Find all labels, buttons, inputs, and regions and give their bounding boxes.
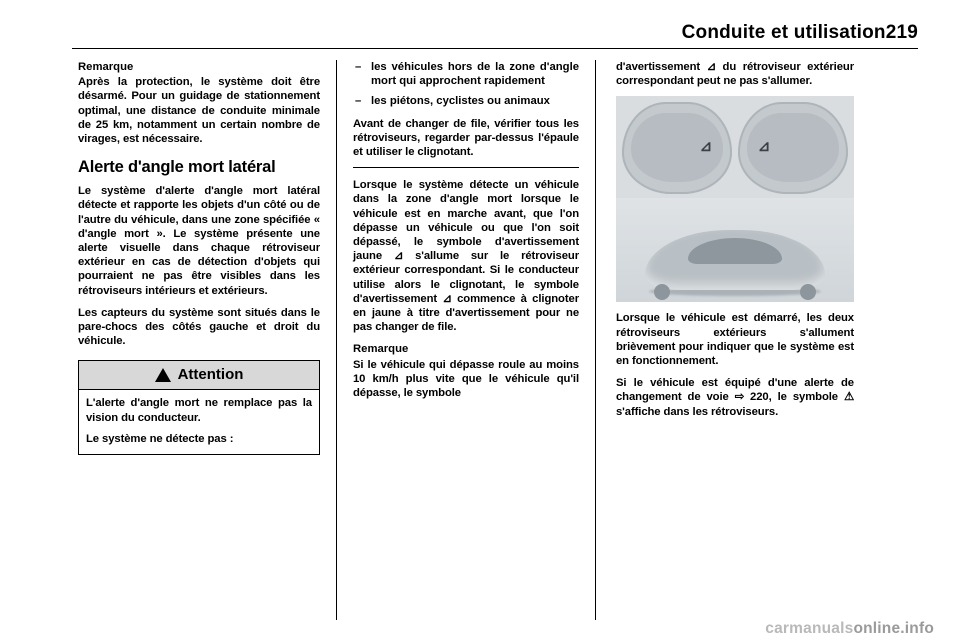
watermark-light-text: carmanuals (765, 620, 854, 637)
section-title-blind-spot: Alerte d'angle mort latéral (78, 158, 276, 177)
note-text-2: Si le véhicule qui dépasse roule au moins 10 km/h plus vite que le véhicule qu'il dépasse, le symbole (353, 358, 579, 400)
car-wheel-right (800, 284, 816, 300)
left-mirror-image (622, 102, 732, 194)
column2-paragraph-1: Lorsque le système détecte un véhicule dans la zone d'angle mort lorsque le véhicule est en marche avant, que l'on dépasse un véhicule ou que l'on soit dépassé, le symbole d'avertissement jaune ⊿ s'allume sur le rétroviseur extérieur correspondant. Si le conducteur utilise alors le clignotant, le symbole d'avertissement ⊿ commence à clignoter en jaune à titre d'avertissement pour ne pas changer de file. (353, 179, 579, 334)
column3-paragraph-top: d'avertissement ⊿ du rétroviseur extérieur correspondant peut ne pas s'allumer. (616, 61, 854, 88)
watermark-dark-text: online.info (853, 620, 934, 637)
right-mirror-warning-symbol-icon: ⊿ (757, 138, 771, 156)
bullet-text-2: les piétons, cyclistes ou animaux (371, 95, 550, 108)
page-title (72, 22, 918, 44)
bullet-text-1: les véhicules hors de la zone d'angle mort qui approchent rapidement (371, 61, 579, 88)
note-label-2: Remarque (353, 343, 409, 356)
attention-box-title: Attention (177, 366, 244, 384)
bullet-list (353, 60, 579, 109)
header-divider (72, 48, 918, 49)
after-bullets-text: Avant de changer de file, vérifier tous les rétroviseurs, regarder par-dessus l'épaule et utiliser le clignotant. (353, 117, 579, 159)
attention-box-body (79, 390, 319, 454)
list-item (353, 60, 579, 88)
column-three (596, 60, 854, 620)
column3-paragraph-1: Lorsque le véhicule est démarré, les deux rétroviseurs extérieurs s'allument brièvement pour indiquer que le système est en fonctionnement. (616, 312, 854, 368)
attention-line-2: Le système ne détecte pas : (86, 432, 234, 445)
page-title-text: Conduite et utilisation (681, 22, 886, 43)
dash-bullet-icon: – (355, 95, 362, 108)
column1-paragraph-1: Le système d'alerte d'angle mort latéral détecte et rapporte les objets d'un côté ou de l'autre du véhicule, dans une zone spécifiée « d'angle mort ». Le système présente une alerte visuelle dans chaque rétroviseur extérieur en cas de détection d'objets qui pourraient ne pas être visibles dans les rétroviseurs intérieurs et extérieurs. (78, 185, 320, 297)
page-number: 219 (885, 22, 918, 43)
column-one (78, 60, 336, 620)
watermark (765, 620, 934, 638)
column-two (337, 60, 595, 620)
left-mirror-warning-symbol-icon: ⊿ (699, 138, 713, 156)
bullet-box (353, 60, 579, 168)
page-header (72, 22, 918, 52)
car-body (645, 230, 826, 290)
content-columns (78, 60, 918, 620)
car-windshield (688, 238, 782, 264)
attention-line-1: L'alerte d'angle mort ne remplace pas la vision du conducteur. (86, 397, 312, 424)
column3-paragraph-2: Si le véhicule est équipé d'une alerte de changement de voie ⇨ 220, le symbole ⚠ s'affiche dans les rétroviseurs. (616, 377, 854, 418)
note-label-1: Remarque (78, 61, 134, 73)
warning-triangle-icon (155, 368, 171, 382)
mirrors-illustration (616, 96, 854, 200)
list-item (353, 94, 579, 108)
dash-bullet-icon: – (355, 61, 362, 73)
right-mirror-image (738, 102, 848, 194)
attention-box (78, 360, 320, 455)
column1-paragraph-2: Les capteurs du système sont situés dans le pare-chocs des côtés gauche et droit du véhicule. (78, 306, 320, 348)
blind-spot-illustration (616, 96, 854, 302)
attention-box-header (79, 361, 319, 390)
note-text-1: Après la protection, le système doit être désarmé. Pour un guidage de stationnement optimal, une distance de conduite minimale de 25 km, notamment un certain nombre de virages, est nécessaire. (78, 76, 320, 146)
car-illustration (616, 198, 854, 302)
car-wheel-left (654, 284, 670, 300)
